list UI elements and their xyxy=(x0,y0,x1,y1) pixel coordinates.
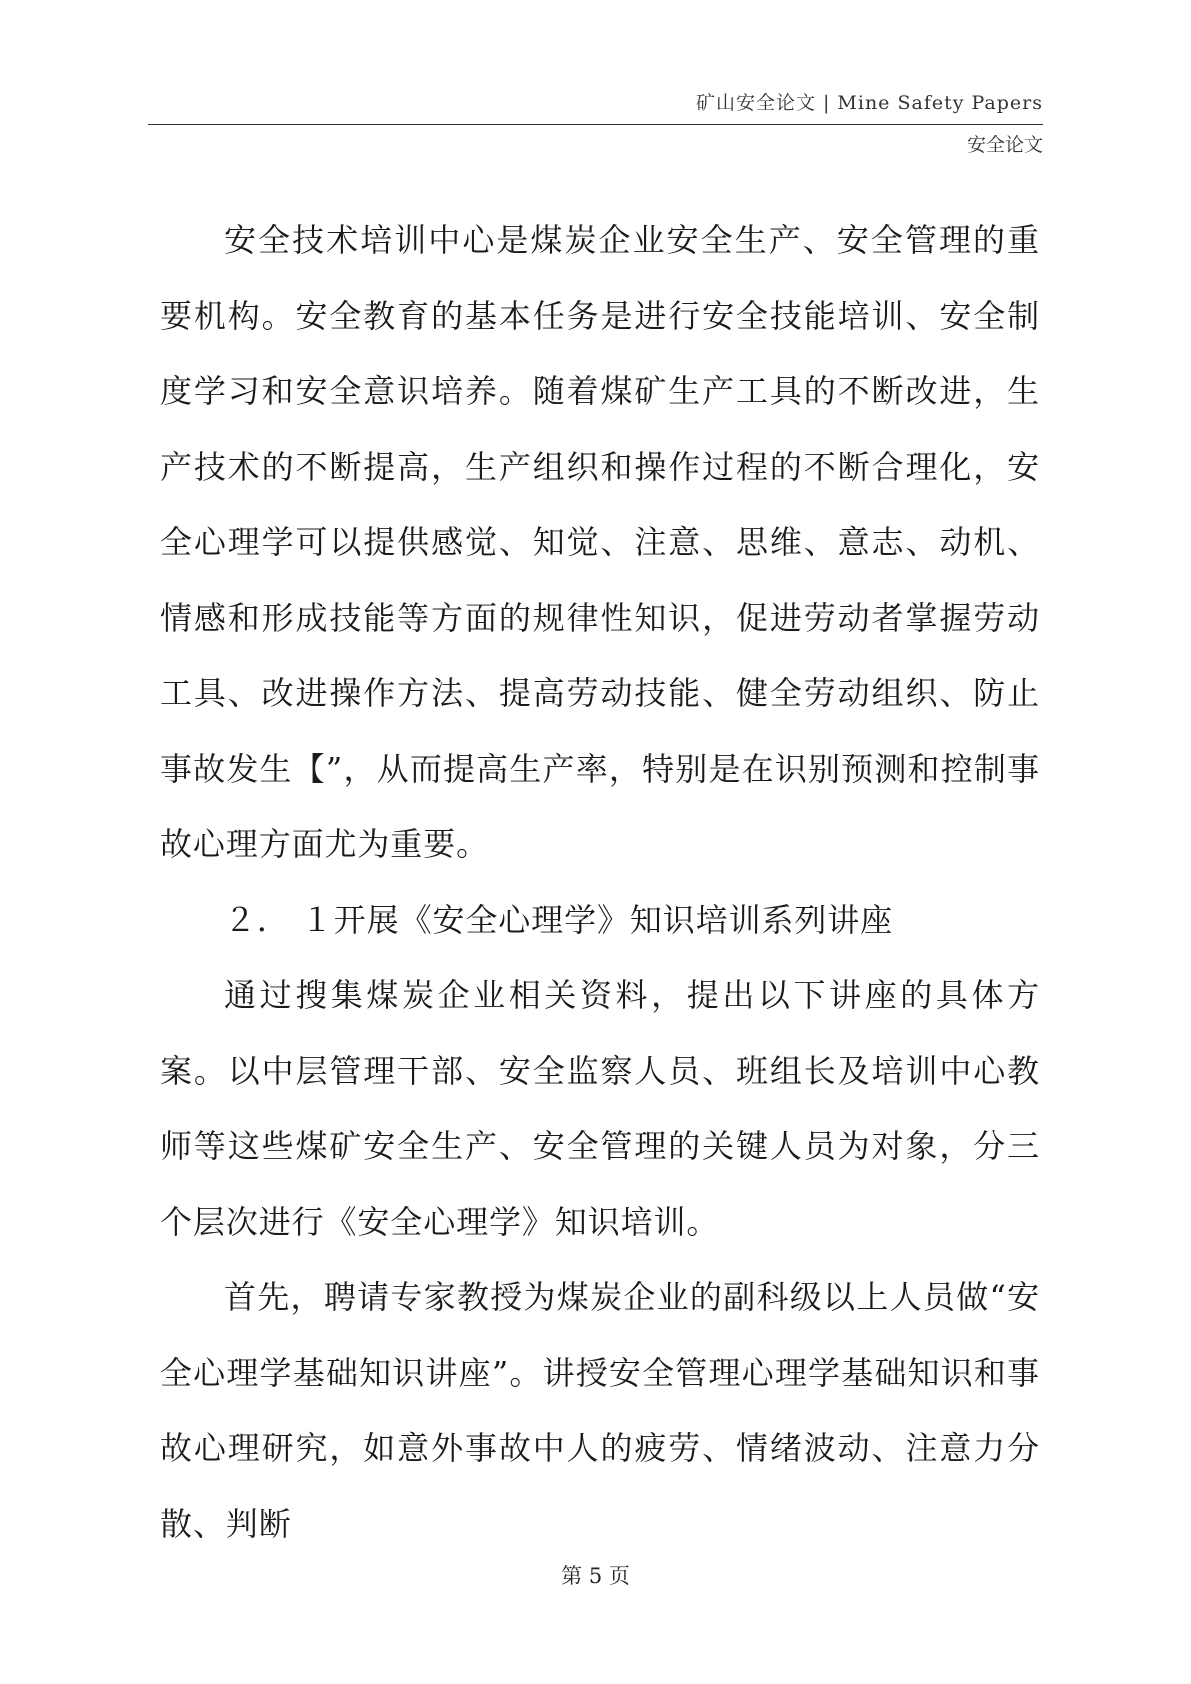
body-paragraph-2: 通过搜集煤炭企业相关资料，提出以下讲座的具体方案。以中层管理干部、安全监察人员、班组长及培训中心教师等这些煤矿安全生产、安全管理的关键人员为对象，分三个层次进行《安全心理学》知识培训。 xyxy=(160,976,1040,1241)
document-body xyxy=(160,203,1040,1562)
page-number: 第 5 页 xyxy=(561,1564,630,1588)
body-paragraph-3: 首先，聘请专家教授为煤炭企业的副科级以上人员做“安全心理学基础知识讲座”。讲授安全管理心理学基础知识和事故心理研究，如意外事故中人的疲劳、情绪波动、注意力分散、判断 xyxy=(160,1278,1040,1543)
header-divider xyxy=(148,124,1043,125)
section-heading-2-1: ２． １开展《安全心理学》知识培训系列讲座 xyxy=(224,900,894,939)
running-header-title: 矿山安全论文 | Mine Safety Papers xyxy=(695,92,1043,114)
running-header-subtitle: 安全论文 xyxy=(966,134,1043,156)
body-paragraph-1: 安全技术培训中心是煤炭企业安全生产、安全管理的重要机构。安全教育的基本任务是进行安全技能培训、安全制度学习和安全意识培养。随着煤矿生产工具的不断改进，生产技术的不断提高，生产组织和操作过程的不断合理化，安全心理学可以提供感觉、知觉、注意、思维、意志、动机、情感和形成技能等方面的规律性知识，促进劳动者掌握劳动工具、改进操作方法、提高劳动技能、健全劳动组织、防止事故发生【”，从而提高生产率，特别是在识别预测和控制事故心理方面尤为重要。 xyxy=(160,221,1040,863)
